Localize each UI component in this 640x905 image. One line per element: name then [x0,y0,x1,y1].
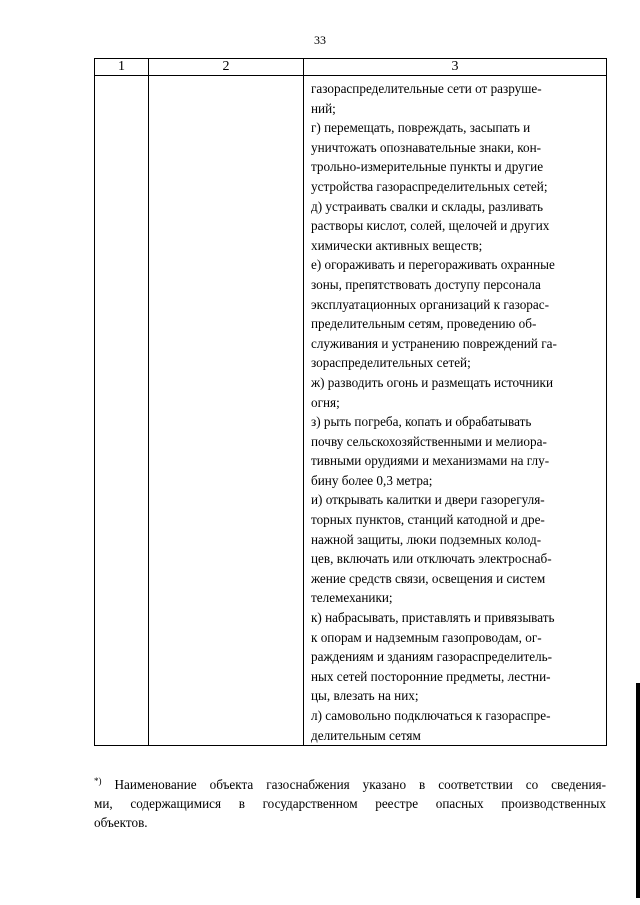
footnote-text: ми, содержащимися в государственном реестре опасных производственных [94,796,606,811]
text-line: зораспределительных сетей; [311,355,471,371]
text-line: химически активных веществ; [311,237,483,253]
text-line: пределительным сетям, проведению об- [311,316,537,332]
cell-col1 [95,76,149,746]
text-line: е) огораживать и перегораживать охранные [311,257,555,273]
prohibited-actions-list [304,76,606,745]
text-line: телемеханики; [311,590,393,606]
text-line: к опорам и надземным газопроводам, ог- [311,629,542,645]
text-line: к) набрасывать, приставлять и привязывать [311,610,555,626]
text-line: л) самовольно подключаться к газораспре- [311,708,551,723]
column-header-2: 2 [149,59,304,76]
text-line: уничтожать опознавательные знаки, кон- [311,139,542,155]
footnote-line [94,794,606,813]
text-line: устройства газораспределительных сетей; [311,178,548,194]
text-line: ж) разводить огонь и размещать источники [311,374,554,390]
text-line: ных сетей посторонние предметы, лестни- [311,668,551,684]
text-line: торных пунктов, станций катодной и дре- [311,512,545,528]
text-line: тивными орудиями и механизмами на глу- [311,453,550,469]
text-line: эксплуатационных организаций к газорас- [311,296,549,312]
footnote [94,772,606,832]
text-line: цы, влезать на них; [311,688,419,704]
footnote-line [94,813,606,832]
text-line: делительным сетям [311,727,421,743]
footnote-text: Наименование объекта газоснабжения указано в соответствии со сведения- [114,777,606,792]
text-line: трольно-измерительные пункты и другие [311,159,544,175]
column-header-1: 1 [95,59,149,76]
text-line: з) рыть погреба, копать и обрабатывать [311,414,532,430]
page-number: 33 [314,33,326,47]
text-line: д) устраивать свалки и склады, разливать [311,198,543,214]
scan-edge-shadow [636,683,640,898]
text-line: жение средств связи, освещения и систем [311,570,546,586]
text-line: почву сельскохозяйственными и мелиора- [311,433,547,449]
column-header-3: 3 [304,59,607,76]
text-line: и) открывать калитки и двери газорегуля- [311,492,545,508]
text-line: бину более 0,3 метра; [311,472,433,488]
text-line: газораспределительные сети от разруше- [311,81,542,96]
text-line: растворы кислот, солей, щелочей и других [311,218,550,234]
cell-col3 [304,76,607,746]
text-line: нажной защиты, люки подземных колод- [311,531,542,547]
text-line: раждениям и зданиям газораспределитель- [311,649,553,665]
table-row [95,76,607,746]
text-line: служивания и устранению повреждений га- [311,335,557,351]
footnote-marker: *) [94,776,102,786]
table-header-row [95,59,607,76]
text-line: зоны, препятствовать доступу персонала [311,276,541,292]
text-line: огня; [311,394,340,410]
footnote-line [94,772,606,794]
footnote-text: объектов. [94,815,148,830]
cell-col2 [149,76,304,746]
text-line: цев, включать или отключать электроснаб- [311,551,552,567]
text-line: ний; [311,100,336,116]
continuation-table [94,58,607,746]
text-line: г) перемещать, повреждать, засыпать и [311,120,531,136]
